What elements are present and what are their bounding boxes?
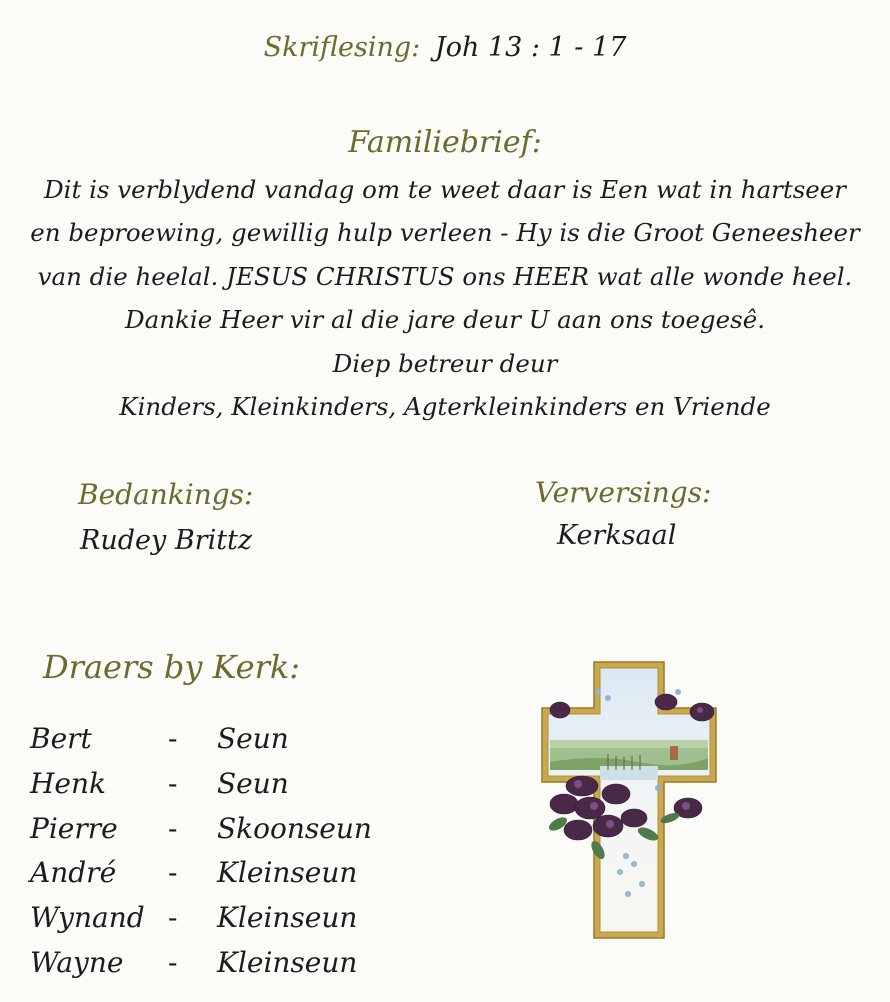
refreshments-label: Verversings: [535,476,712,509]
letter-line: Dankie Heer vir al die jare deur U aan ons toegesê. [125,305,765,335]
thanks-label: Bedankings: [78,478,254,511]
bearer-relation: Skoonseun [217,811,372,845]
bearer-name: Bert [30,722,92,755]
bearer-dash: - [168,856,178,890]
thanks-value: Rudey Brittz [80,525,253,556]
bearer-relation: Kleinseun [217,856,358,890]
scripture-line [0,28,890,68]
bearers-title: Draers by Kerk: [43,648,301,686]
bearer-relation: Kleinseun [217,901,358,935]
bearer-dash: - [168,901,178,935]
bearer-dash: - [168,811,178,845]
bearer-name: Wynand [30,901,145,935]
letter-line: Dit is verblydend vandag om te weet daar is Een wat in hartseer [43,175,847,204]
letter-line: en beproewing, gewillig hulp verleen - Hy is die Groot Geneesheer [30,218,860,248]
bearer-relation: Seun [217,722,289,755]
bearer-name: Henk [30,766,106,800]
floral-cross-icon [538,658,720,942]
bearer-dash: - [168,945,178,979]
letter-line: van die heelal. JESUS CHRISTUS ons HEER wat alle wonde heel. [37,261,853,291]
bearer-name: Pierre [30,811,118,845]
refreshments-value: Kerksaal [557,520,677,551]
bearer-relation: Kleinseun [217,945,358,979]
letter-line: Kinders, Kleinkinders, Agterkleinkinders en Vriende [119,392,771,422]
scripture-label: Skriflesing: [263,32,421,63]
bearer-name: André [30,856,117,890]
bearer-name: Wayne [30,945,124,979]
bearer-relation: Seun [217,766,289,800]
bearer-dash: - [168,722,178,755]
bearer-dash: - [168,766,178,800]
family-letter-body [0,168,890,428]
family-letter-title: Familiebrief: [348,125,542,160]
scripture-reference: Joh 13 : 1 - 17 [434,32,627,63]
letter-line: Diep betreur deur [332,348,558,378]
